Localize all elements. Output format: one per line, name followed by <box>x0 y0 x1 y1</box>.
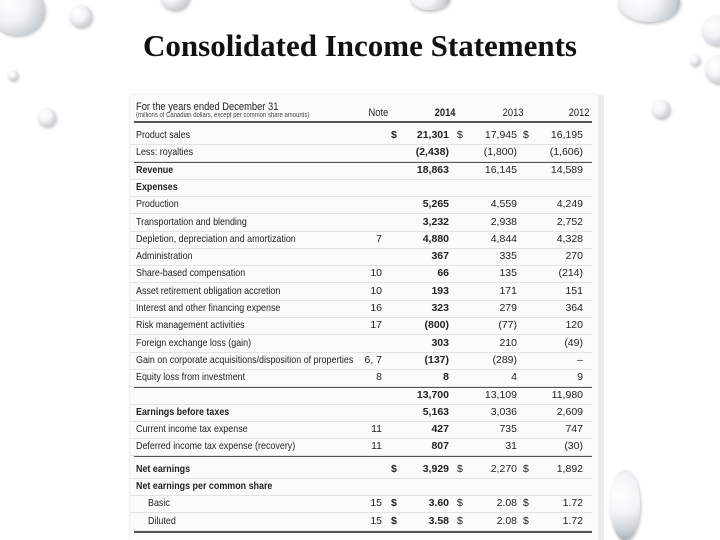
cell-note: 16 <box>370 302 382 314</box>
cell-v2012: 2,752 <box>556 215 583 228</box>
cell-label: Expenses <box>136 180 178 193</box>
cell-d3: $ <box>523 497 529 510</box>
cell-note: 6, 7 <box>364 353 382 366</box>
water-drop-decoration <box>8 70 18 80</box>
cell-label: Gain on corporate acquisitions/disposition of properties <box>136 353 354 366</box>
cell-v2014: 427 <box>431 423 449 436</box>
cell-v2013: (289) <box>492 353 517 366</box>
cell-v2014: 8 <box>443 371 449 384</box>
table-heading: For the years ended December 31 <box>136 101 279 113</box>
cell-v2014: 5,265 <box>422 198 449 211</box>
cell-d3: $ <box>523 514 529 527</box>
cell-v2014: 4,880 <box>422 232 449 245</box>
cell-v2013: 2.08 <box>496 514 517 527</box>
cell-v2012: 747 <box>565 423 583 436</box>
cell-d3: $ <box>523 129 529 141</box>
water-drop-decoration <box>610 470 640 540</box>
water-drop-decoration <box>38 108 56 126</box>
cell-v2014: (2,438) <box>415 146 449 159</box>
cell-v2014: (800) <box>424 319 449 332</box>
cell-label: Net earnings <box>136 462 191 475</box>
cell-v2012: 1,892 <box>556 462 583 475</box>
table-row <box>130 352 592 370</box>
cell-v2013: 31 <box>505 440 517 453</box>
cell-v2012: 4,328 <box>556 232 583 245</box>
cell-d1: $ <box>391 129 397 141</box>
cell-label: Transportation and blending <box>136 215 247 228</box>
cell-v2013: 279 <box>499 302 517 314</box>
bottom-rule <box>134 531 592 533</box>
table-row <box>130 300 592 318</box>
cell-v2014: 807 <box>431 440 449 453</box>
cell-note: 8 <box>376 371 382 384</box>
cell-label: Net earnings per common share <box>136 480 273 492</box>
cell-v2013: 4,844 <box>490 232 517 245</box>
cell-v2012: 16,195 <box>550 129 583 141</box>
cell-v2012: 11,980 <box>551 388 583 401</box>
table-row <box>130 265 592 283</box>
cell-label: Deferred income tax expense (recovery) <box>136 440 296 453</box>
cell-d2: $ <box>457 497 463 510</box>
table-row <box>130 231 592 249</box>
cell-v2014: 3.60 <box>428 497 449 510</box>
cell-label: Earnings before taxes <box>136 405 230 418</box>
cell-v2013: 135 <box>499 267 517 280</box>
table-row <box>130 179 592 197</box>
cell-v2014: 193 <box>431 284 449 297</box>
table-row <box>130 438 592 456</box>
cell-label: Asset retirement obligation accretion <box>136 284 281 297</box>
cell-v2012: 14,589 <box>550 163 583 176</box>
cell-v2012: 2,609 <box>556 405 583 418</box>
cell-note: 10 <box>370 284 382 297</box>
cell-v2014: 3,929 <box>422 462 449 475</box>
income-statement-table <box>130 95 598 540</box>
table-row <box>130 144 592 162</box>
table-row <box>130 317 592 335</box>
cell-v2014: 13,700 <box>416 388 449 401</box>
page-title: Consolidated Income Statements <box>143 28 577 63</box>
table-row <box>130 127 592 145</box>
table-row <box>130 162 592 180</box>
water-drop-decoration <box>410 0 450 10</box>
cell-v2012: (214) <box>558 267 583 280</box>
cell-v2012: 4,249 <box>556 198 583 211</box>
cell-v2014: 367 <box>431 250 449 263</box>
cell-v2013: 735 <box>499 423 517 436</box>
cell-v2013: 335 <box>499 250 517 263</box>
cell-v2013: (77) <box>498 319 517 332</box>
cell-label: Share-based compensation <box>136 267 246 280</box>
cell-v2014: 323 <box>431 302 449 314</box>
cell-v2014: 18,863 <box>416 163 449 176</box>
cell-note: 15 <box>370 497 382 510</box>
cell-label: Less: royalties <box>136 146 194 159</box>
cell-v2014: 21,301 <box>416 129 449 141</box>
cell-d1: $ <box>391 497 397 510</box>
table-row <box>130 283 592 301</box>
cell-v2012: (30) <box>564 440 583 453</box>
table-row <box>130 248 592 266</box>
cell-label: Current income tax expense <box>136 423 248 436</box>
cell-v2013: 13,109 <box>484 388 517 401</box>
water-drop-decoration <box>652 100 670 118</box>
cell-note: 10 <box>370 267 382 280</box>
cell-v2013: 3,036 <box>490 405 517 418</box>
cell-v2013: 2,938 <box>490 215 517 228</box>
cell-v2013: 171 <box>499 284 517 297</box>
cell-v2012: – <box>577 353 583 366</box>
table-row <box>130 478 592 496</box>
header-rule <box>134 121 592 123</box>
cell-d1: $ <box>391 514 397 527</box>
table-row <box>130 404 592 422</box>
cell-v2014: 5,163 <box>422 405 449 418</box>
cell-v2013: 2,270 <box>490 462 517 475</box>
table-row <box>130 421 592 439</box>
table-row <box>130 495 592 513</box>
cell-label: Production <box>136 198 179 211</box>
cell-v2012: 120 <box>565 319 583 332</box>
cell-label: Administration <box>136 250 193 263</box>
cell-label: Depletion, depreciation and amortization <box>136 232 296 245</box>
cell-v2012: 270 <box>565 250 583 263</box>
cell-v2014: (137) <box>424 353 449 366</box>
table-subheading: (millions of Canadian dollars, except per common share amounts) <box>136 112 310 119</box>
cell-v2014: 3,232 <box>422 215 449 228</box>
cell-label: Risk management activities <box>136 319 245 332</box>
cell-v2012: 151 <box>565 284 583 297</box>
cell-note: 15 <box>370 514 382 527</box>
cell-label: Product sales <box>136 129 191 141</box>
table-row <box>130 513 592 531</box>
cell-v2013: 17,945 <box>484 129 517 141</box>
table-row <box>130 214 592 232</box>
cell-v2014: 3.58 <box>428 514 449 527</box>
table-row <box>130 196 592 214</box>
column-header-2013: 2013 <box>502 107 523 119</box>
water-drop-decoration <box>618 0 680 22</box>
cell-label: Revenue <box>136 163 174 176</box>
column-header-2014: 2014 <box>434 107 455 119</box>
cell-v2013: 210 <box>499 336 517 349</box>
cell-v2012: 9 <box>577 371 583 384</box>
cell-note: 17 <box>370 319 382 332</box>
cell-label: Interest and other financing expense <box>136 302 281 314</box>
column-header-2012: 2012 <box>568 107 589 119</box>
cell-label: Foreign exchange loss (gain) <box>136 336 252 349</box>
cell-v2013: 4 <box>511 371 517 384</box>
column-header-note: Note <box>368 107 388 119</box>
cell-note: 11 <box>371 423 382 436</box>
cell-v2014: 303 <box>431 336 449 349</box>
cell-v2013: (1,800) <box>483 146 517 159</box>
cell-label: Basic <box>148 497 170 510</box>
cell-d1: $ <box>391 462 397 475</box>
water-drop-decoration <box>160 0 190 10</box>
cell-v2013: 2.08 <box>496 497 517 510</box>
table-row <box>130 369 592 387</box>
cell-v2012: (49) <box>564 336 583 349</box>
cell-d2: $ <box>457 462 463 475</box>
cell-label: Diluted <box>148 514 176 527</box>
cell-v2013: 16,145 <box>484 163 517 176</box>
cell-note: 11 <box>371 440 382 453</box>
cell-d3: $ <box>523 462 529 475</box>
cell-v2012: 364 <box>565 302 583 314</box>
table-row <box>130 335 592 353</box>
table-row <box>130 461 592 479</box>
cell-v2012: 1.72 <box>562 497 583 510</box>
water-drop-decoration <box>70 5 92 27</box>
cell-v2013: 4,559 <box>490 198 517 211</box>
cell-v2012: 1.72 <box>562 514 583 527</box>
cell-label: Equity loss from investment <box>136 371 246 384</box>
cell-note: 7 <box>376 232 382 245</box>
cell-v2012: (1,606) <box>549 146 583 159</box>
cell-d2: $ <box>457 514 463 527</box>
cell-v2014: 66 <box>437 267 449 280</box>
table-row <box>130 387 592 405</box>
cell-d2: $ <box>457 129 463 141</box>
